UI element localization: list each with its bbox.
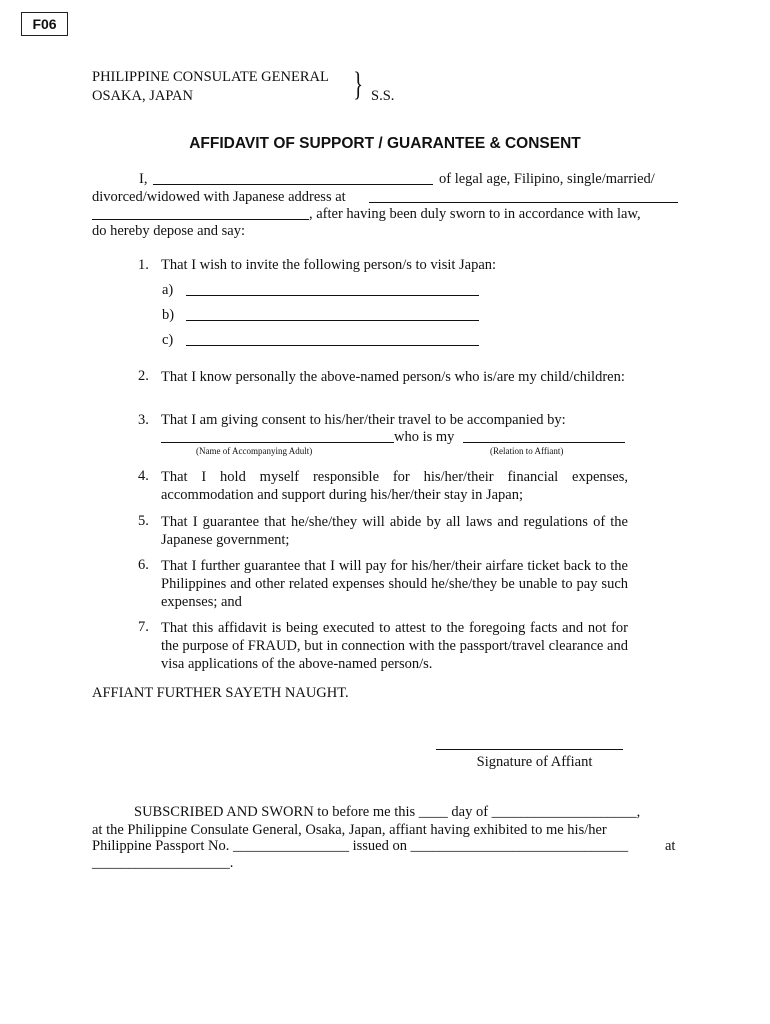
- item-1-text: That I wish to invite the following person/s to visit Japan:: [161, 257, 497, 273]
- sub-a-label: a): [162, 282, 174, 298]
- consulate-location: OSAKA, JAPAN: [92, 88, 193, 104]
- ss-label: S.S.: [371, 88, 395, 104]
- brace-icon: }: [353, 66, 364, 103]
- jurat-at: at: [665, 838, 676, 854]
- jurat-line-3: Philippine Passport No. ________________ issued on ______________________________: [92, 838, 629, 854]
- intro-i: I,: [139, 171, 148, 187]
- item-6-number: 6.: [138, 557, 149, 573]
- sub-c-label: c): [162, 332, 174, 348]
- item-3-text: That I am giving consent to his/her/their travel to be accompanied by:: [161, 412, 566, 428]
- item-1-number: 1.: [138, 257, 149, 273]
- intro-depose: do hereby depose and say:: [92, 223, 246, 239]
- item-2-number: 2.: [138, 368, 149, 384]
- document-title: AFFIDAVIT OF SUPPORT / GUARANTEE & CONSENT: [189, 135, 581, 152]
- affiant-naught: AFFIANT FURTHER SAYETH NAUGHT.: [92, 685, 349, 701]
- consulate-name: PHILIPPINE CONSULATE GENERAL: [92, 69, 329, 85]
- accompanying-adult-field[interactable]: [161, 429, 394, 443]
- invitee-a-field[interactable]: [186, 282, 479, 296]
- jurat-line-2: at the Philippine Consulate General, Osaka, Japan, affiant having exhibited to me his/her: [92, 822, 607, 838]
- item-3-who-is-my: who is my: [394, 429, 455, 445]
- signature-caption: Signature of Affiant: [476, 754, 593, 770]
- signature-line[interactable]: [436, 736, 623, 750]
- item-4-number: 4.: [138, 468, 149, 484]
- invitee-c-field[interactable]: [186, 332, 479, 346]
- sub-b-label: b): [162, 307, 175, 323]
- intro-legal-age: of legal age, Filipino, single/married/: [439, 171, 655, 187]
- item-5-number: 5.: [138, 513, 149, 529]
- item-6-text: That I further guarantee that I will pay for his/her/their airfare ticket back to the Philippines and other related expenses should he/she/they be unable to pay such expenses; and: [161, 558, 628, 610]
- invitee-b-field[interactable]: [186, 307, 479, 321]
- accompanying-adult-caption: (Name of Accompanying Adult): [196, 446, 313, 456]
- intro-address-label: divorced/widowed with Japanese address at: [92, 189, 346, 205]
- relation-caption: (Relation to Affiant): [490, 446, 564, 456]
- address-field-1[interactable]: [369, 189, 678, 203]
- relation-field[interactable]: [463, 429, 625, 443]
- item-2-text: That I know personally the above-named person/s who is/are my child/children:: [161, 369, 625, 385]
- item-3-number: 3.: [138, 412, 149, 428]
- intro-sworn: , after having been duly sworn to in accordance with law,: [309, 206, 641, 222]
- jurat-line-1: SUBSCRIBED AND SWORN to before me this ____ day of ____________________,: [134, 804, 641, 820]
- item-5-text: That I guarantee that he/she/they will abide by all laws and regulations of the Japanese government;: [161, 514, 628, 548]
- item-7-text: That this affidavit is being executed to attest to the foregoing facts and not for the purpose of FRAUD, but in connection with the passport/travel clearance and visa applications of the above-named person/s.: [161, 620, 628, 672]
- form-number: F06: [21, 12, 68, 36]
- affiant-name-field[interactable]: [153, 171, 433, 185]
- item-4-text: That I hold myself responsible for his/her/their financial expenses, accommodation and support during his/her/their stay in Japan;: [161, 469, 628, 503]
- address-field-2[interactable]: [92, 206, 309, 220]
- item-7-number: 7.: [138, 619, 149, 635]
- jurat-line-4: ___________________.: [92, 855, 234, 871]
